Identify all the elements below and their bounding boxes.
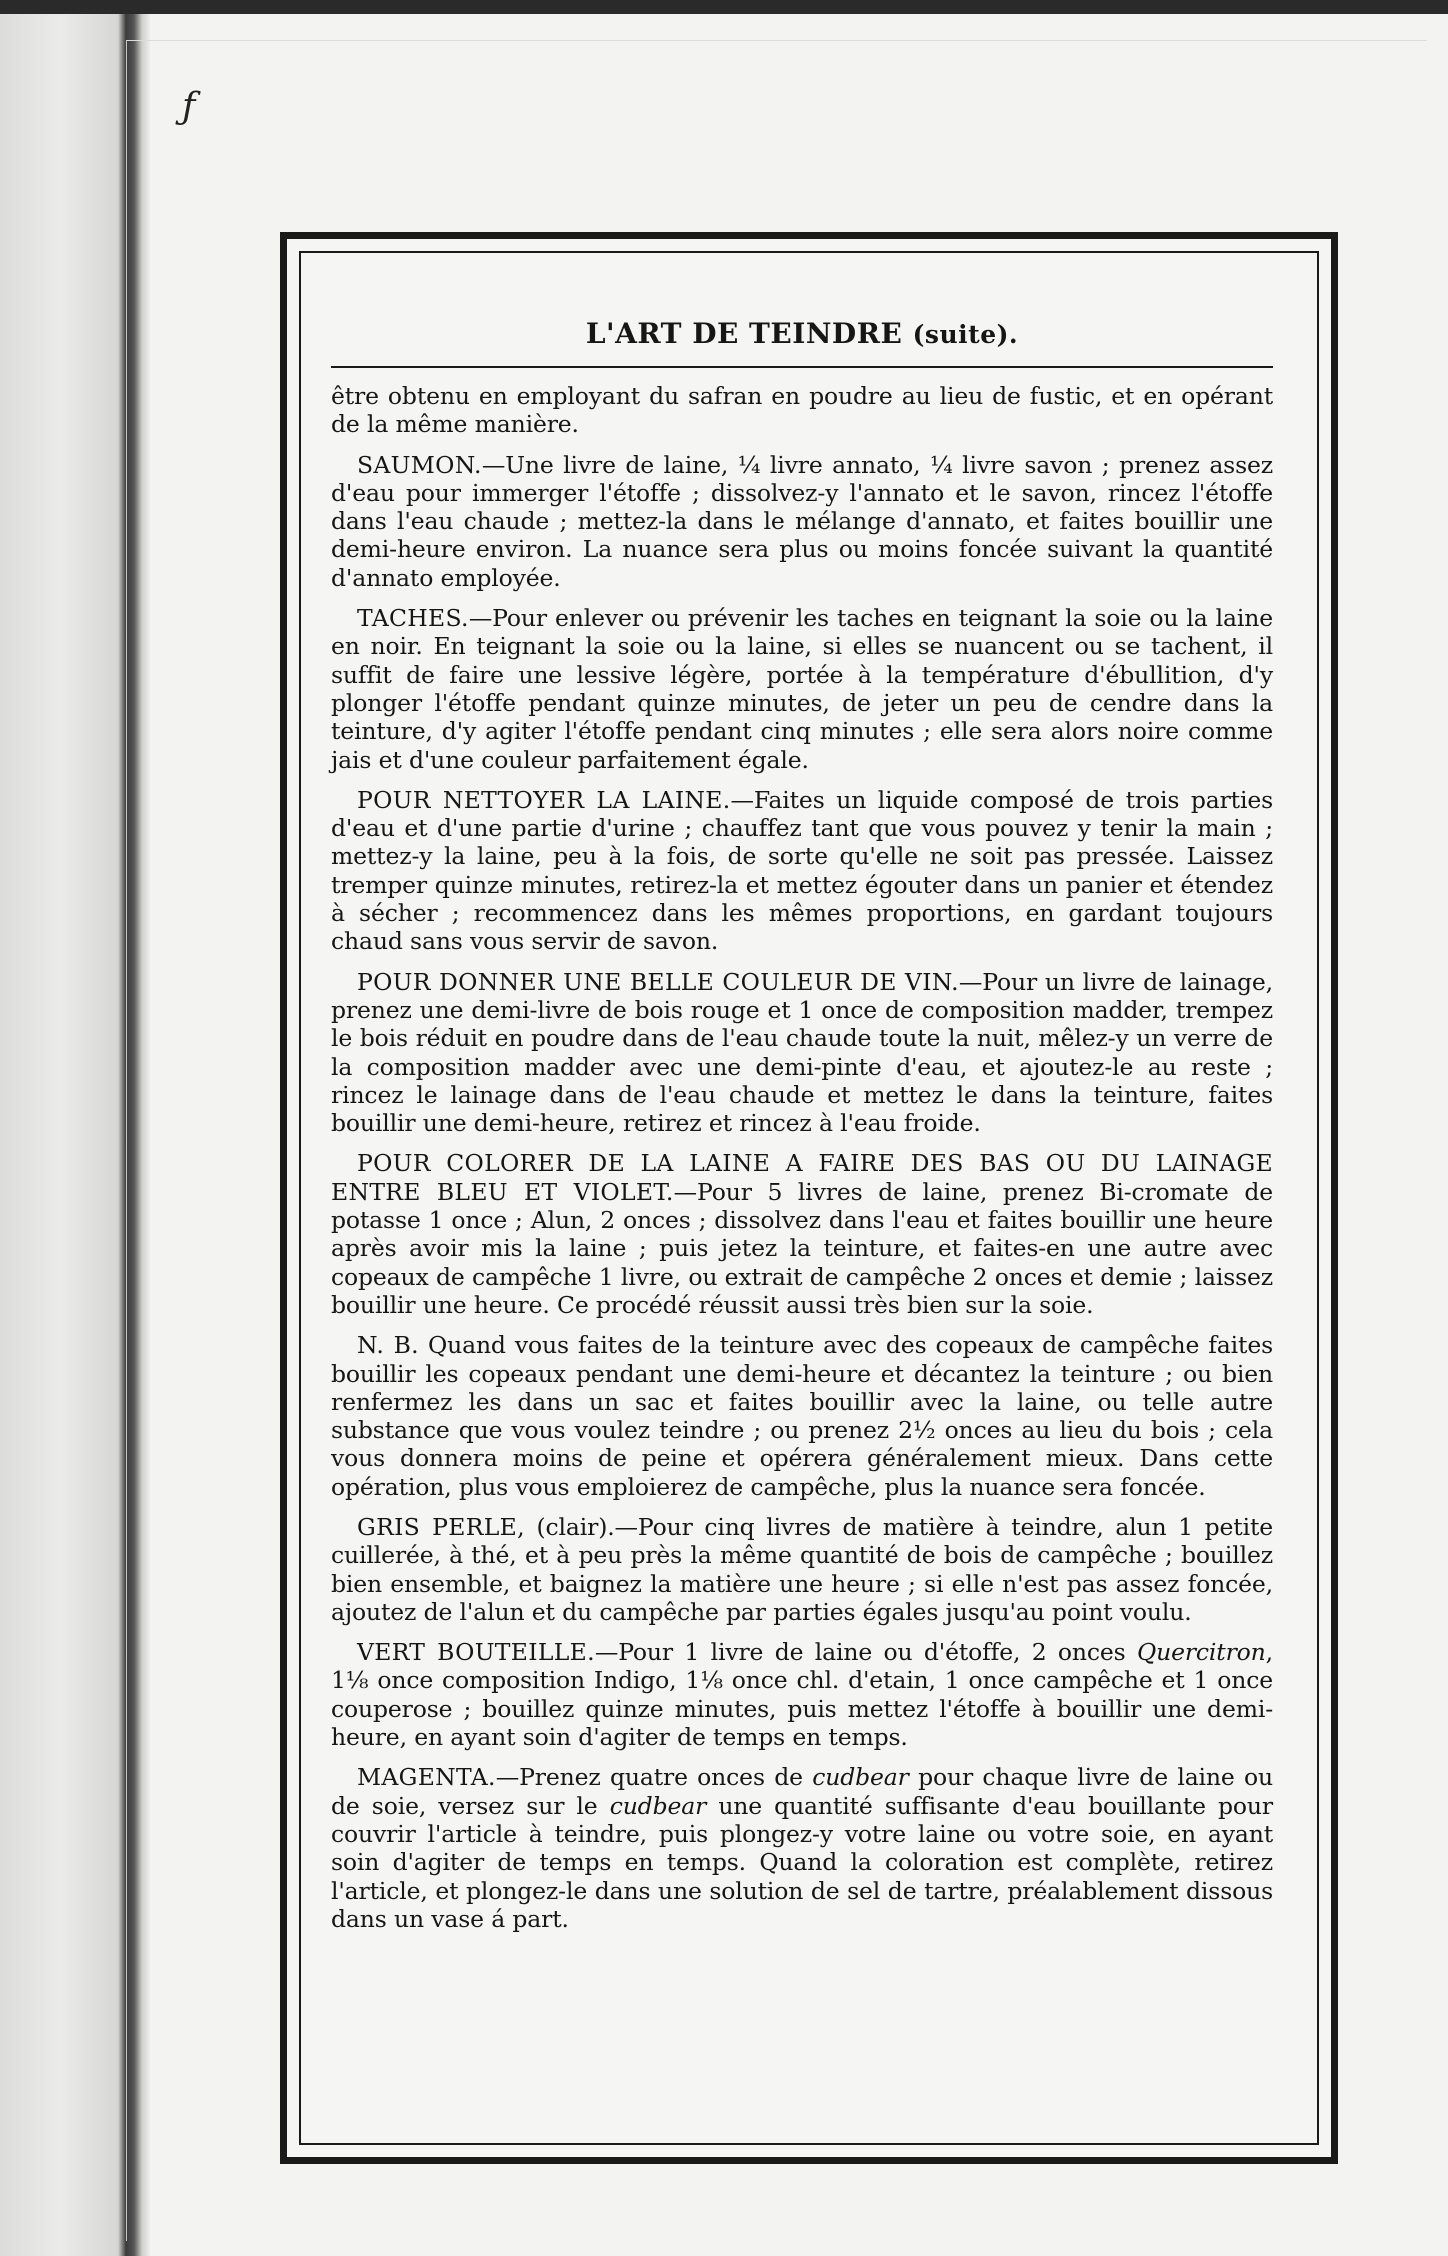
page-content (331, 265, 1273, 1945)
paragraph-heading: N. B. (357, 1331, 419, 1360)
paragraph-text: Quand vous faites de la teinture avec des copeaux de campêche faites bouillir les copeaux pendant une demi-heure et décantez la teinture ; ou bien renfermez les dans un sac et faites bouillir avec la laine, ou telle autre substance que vous voulez teindre ; ou prenez 2½ onces au lieu du bois ; cela vous donnera moins de peine et opérera généralement mieux. Dans cette opération, plus vous emploierez de campêche, plus la nuance sera foncée. (331, 1331, 1273, 1501)
running-title-text: L'ART DE TEINDRE (585, 317, 903, 350)
paragraph-italic-term: cudbear (812, 1763, 909, 1792)
title-rule (331, 366, 1273, 368)
paragraph-text: —Pour enlever ou prévenir les taches en teignant la soie ou la laine en noir. En teignant la soie ou la laine, si elles se nuancent ou se tachent, il suffit de faire une lessive légère, portée à la température d'ébullition, d'y plonger l'étoffe pendant quinze minutes, de jeter un peu de cendre dans la teinture, d'y agiter l'étoffe pendant cinq minutes ; elle sera alors noire comme jais et d'une couleur parfaitement égale. (331, 604, 1273, 774)
scan-top-edge (0, 0, 1448, 14)
paragraph-text: (clair).—Pour cinq livres de matière à teindre, alun 1 petite cuillerée, à thé, et à peu près la même quantité de bois de campêche ; bouillez bien ensemble, et baignez la matière une heure ; si elle n'est pas assez foncée, ajoutez de l'alun et du campêche par parties égales jusqu'au point voulu. (331, 1512, 1273, 1626)
paragraph-bleu-violet (331, 1149, 1273, 1319)
paragraph-text: —Une livre de laine, ¼ livre annato, ¼ livre savon ; prenez assez d'eau pour immerger l'étoffe ; dissolvez-y l'annato et le savon, rincez l'étoffe dans l'eau chaude ; mettez-la dans le mélange d'annato, et faites bouillir une demi-heure environ. La nuance sera plus ou moins foncée suivant la quantité d'annato employée. (331, 450, 1273, 592)
paragraph-text: —Pour un livre de lainage, prenez une demi-livre de bois rouge et 1 once de composition madder, trempez le bois réduit en poudre dans de l'eau chaude toute la nuit, mêlez-y un verre de la composition madder avec une demi-pinte d'eau, et ajoutez-le au reste ; rincez le lainage dans de l'eau chaude et mettez le dans la teinture, faites bouillir une demi-heure, retirez et rincez à l'eau froide. (331, 967, 1273, 1138)
paragraph-text: —Faites un liquide composé de trois parties d'eau et d'une partie d'urine ; chauffez tant que vous pouvez y tenir la main ; mettez-y la laine, peu à la fois, de sorte qu'elle ne soit pas pressée. Laissez tremper quinze minutes, retirez-la et mettez égouter dans un panier et étendez à sécher ; recommencez dans les mêmes proportions, en gardant toujours chaud sans vous servir de savon. (331, 785, 1273, 956)
paragraph-text: pour chaque livre de laine ou de soie, versez sur le (331, 1763, 1274, 1820)
paragraph-text: —Pour 5 livres de laine, prenez Bi-cromate de potasse 1 once ; Alun, 2 onces ; dissolvez dans l'eau et faites bouillir une heure après avoir mis la laine ; puis jetez la teinture, et faites-en une autre avec copeaux de campêche 1 livre, ou extrait de campêche 2 onces et demie ; laissez bouillir une heure. Ce procédé réussit aussi très bien sur la soie. (331, 1177, 1273, 1319)
paragraph-text: être obtenu en employant du safran en poudre au lieu de fustic, et en opérant de la même manière. (331, 382, 1273, 439)
paragraph-saumon (331, 451, 1273, 592)
text-frame (280, 232, 1338, 2164)
paragraph-heading: SAUMON. (357, 450, 482, 479)
paragraph-couleur-vin (331, 968, 1273, 1138)
paragraph-taches (331, 604, 1273, 774)
paragraph-italic-term: Quercitron (1136, 1638, 1266, 1667)
paragraph-gris-perle (331, 1513, 1273, 1626)
paragraph-text: une quantité suffisante d'eau bouillante pour couvrir l'article à teindre, puis plongez-y votre laine ou votre soie, en ayant soin d'agiter de temps en temps. Quand la coloration est complète, retirez l'article, et plongez-le dans une solution de sel de tartre, préalablement dissous dans un vase á part. (331, 1791, 1273, 1933)
paragraph-text: , 1⅛ once composition Indigo, 1⅛ once chl. d'etain, 1 once campêche et 1 once couperose ; bouillez quinze minutes, puis mettez l'étoffe à bouillir une demi-heure, en ayant soin d'agiter de temps en temps. (331, 1638, 1273, 1752)
paragraph-text: —Pour 1 livre de laine ou d'étoffe, 2 onces (594, 1638, 1137, 1667)
running-title (331, 317, 1273, 350)
paragraph-continuation (331, 382, 1273, 439)
paragraph-heading: POUR DONNER UNE BELLE COULEUR DE VIN. (357, 967, 959, 996)
paragraph-italic-term: cudbear (609, 1791, 707, 1820)
paragraph-magenta (331, 1763, 1273, 1933)
paragraph-heading: VERT BOUTEILLE. (357, 1638, 595, 1667)
paragraph-heading: POUR COLORER DE LA LAINE A FAIRE DES BAS OU DU LAINAGE ENTRE BLEU ET VIOLET. (331, 1149, 1273, 1206)
paragraph-nettoyer-laine (331, 786, 1273, 956)
paragraph-vert-bouteille (331, 1638, 1273, 1751)
paragraph-heading: POUR NETTOYER LA LAINE. (357, 785, 731, 814)
margin-mark: ƒ (182, 86, 196, 127)
paragraph-heading: TACHES. (357, 604, 469, 633)
paragraph-text: —Prenez quatre onces de (495, 1763, 813, 1792)
paragraph-nota-bene (331, 1331, 1273, 1501)
paragraph-heading: GRIS PERLE, (357, 1512, 525, 1541)
paragraph-heading: MAGENTA. (357, 1763, 496, 1792)
running-title-suffix: (suite). (912, 320, 1019, 349)
